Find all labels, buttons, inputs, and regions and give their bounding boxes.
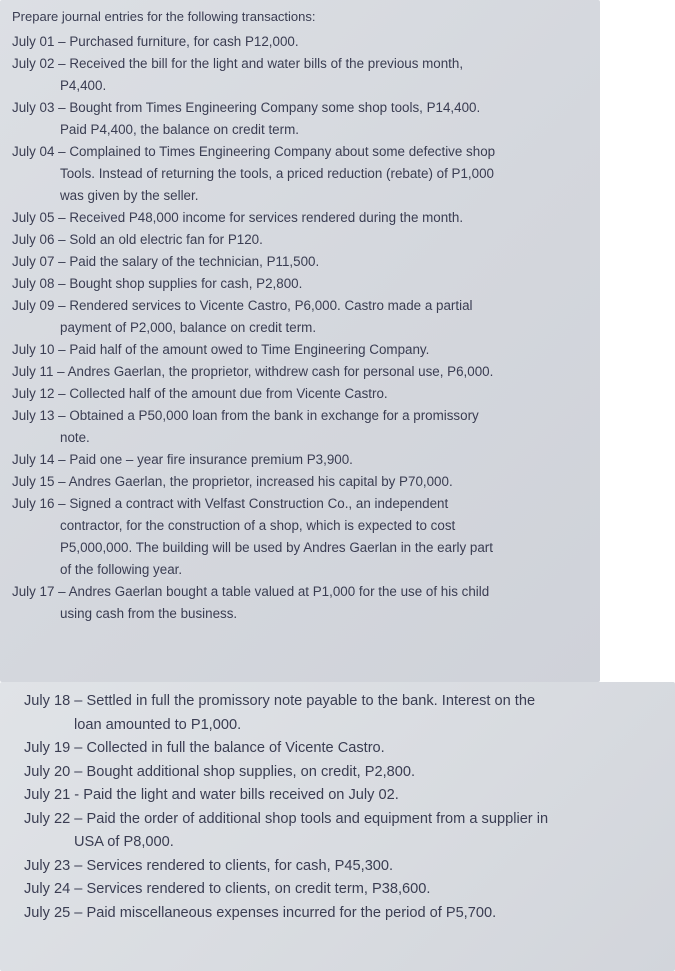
transaction-entry — [12, 97, 600, 141]
transaction-line: July 13 – Obtained a P50,000 loan from the bank in exchange for a promissory — [12, 408, 479, 423]
transaction-entry — [12, 449, 600, 471]
transaction-line: July 15 – Andres Gaerlan, the proprietor, increased his capital by P70,000. — [12, 474, 453, 489]
transaction-entry — [12, 361, 600, 383]
transaction-line: July 18 – Settled in full the promissory note payable to the bank. Interest on the — [24, 693, 536, 709]
transaction-continuation-line: USA of P8,000. — [74, 834, 174, 850]
transaction-continuation-line: loan amounted to P1,000. — [74, 716, 242, 733]
transaction-line: July 07 – Paid the salary of the technician, P11,500. — [12, 254, 320, 269]
transaction-continuation-line: Paid P4,400, the balance on credit term. — [60, 122, 299, 137]
transaction-entry — [24, 761, 675, 785]
transaction-entry — [24, 902, 675, 926]
transaction-entry — [12, 493, 600, 581]
transaction-entry — [12, 273, 600, 295]
transaction-entry — [24, 878, 675, 902]
transaction-line: July 11 – Andres Gaerlan, the proprietor, withdrew cash for personal use, P6,000. — [12, 364, 494, 379]
transaction-line: July 12 – Collected half of the amount due from Vicente Castro. — [12, 386, 388, 401]
transaction-line: July 08 – Bought shop supplies for cash, P2,800. — [12, 276, 303, 291]
transaction-line: July 01 – Purchased furniture, for cash P12,000. — [12, 34, 299, 49]
transaction-continuation-line: was given by the seller. — [60, 188, 199, 203]
transaction-continuation-line: P5,000,000. The building will be used by Andres Gaerlan in the early part — [60, 540, 493, 555]
transaction-continuation-line: payment of P2,000, balance on credit term. — [60, 320, 317, 335]
transaction-entry — [12, 405, 600, 449]
transaction-line: July 14 – Paid one – year fire insurance premium P3,900. — [12, 452, 353, 467]
transaction-entry — [12, 295, 600, 339]
transaction-list-bottom — [24, 690, 675, 925]
transaction-entry — [12, 53, 600, 97]
transaction-entry — [12, 581, 600, 625]
transaction-line: July 24 – Services rendered to clients, on credit term, P38,600. — [24, 881, 431, 897]
transaction-line: July 10 – Paid half of the amount owed to Time Engineering Company. — [12, 342, 430, 357]
transaction-line: July 17 – Andres Gaerlan bought a table valued at P1,000 for the use of his child — [12, 584, 490, 599]
transaction-continuation-line: contractor, for the construction of a shop, which is expected to cost — [60, 518, 456, 533]
transaction-line: July 02 – Received the bill for the light and water bills of the previous month, — [12, 56, 464, 71]
transaction-entry — [12, 141, 600, 207]
transaction-continuation-line: P4,400. — [60, 78, 107, 93]
transaction-continuation-line: Tools. Instead of returning the tools, a priced reduction (rebate) of P1,000 — [60, 166, 494, 181]
transaction-entry — [12, 251, 600, 273]
transaction-line: July 03 – Bought from Times Engineering Company some shop tools, P14,400. — [12, 100, 481, 115]
transaction-line: July 05 – Received P48,000 income for services rendered during the month. — [12, 210, 464, 225]
transaction-continuation-line: using cash from the business. — [60, 606, 238, 621]
transaction-line: July 16 – Signed a contract with Velfast Construction Co., an independent — [12, 496, 449, 511]
transaction-line: July 04 – Complained to Times Engineering Company about some defective shop — [12, 144, 496, 159]
transaction-entry — [24, 690, 675, 737]
transaction-line: July 20 – Bought additional shop supplies, on credit, P2,800. — [24, 763, 416, 780]
transaction-line: July 25 – Paid miscellaneous expenses incurred for the period of P5,700. — [24, 904, 497, 921]
transaction-entry — [12, 339, 600, 361]
transaction-list-top — [12, 31, 600, 625]
transaction-line: July 09 – Rendered services to Vicente Castro, P6,000. Castro made a partial — [12, 298, 473, 313]
transaction-continuation-line: of the following year. — [60, 562, 183, 577]
document-page-bottom — [0, 682, 675, 971]
transaction-line: July 19 – Collected in full the balance of Vicente Castro. — [24, 740, 385, 756]
transaction-entry — [24, 784, 675, 808]
transaction-continuation-line: note. — [60, 430, 90, 445]
transaction-entry — [24, 855, 675, 879]
transaction-line: July 22 – Paid the order of additional shop tools and equipment from a supplier in — [24, 810, 549, 827]
instructions-heading: Prepare journal entries for the following transactions: — [12, 9, 316, 24]
transaction-entry — [24, 737, 675, 761]
transaction-entry — [12, 207, 600, 229]
transaction-entry — [12, 31, 600, 53]
transaction-line: July 21 - Paid the light and water bills received on July 02. — [24, 787, 399, 803]
transaction-line: July 06 – Sold an old electric fan for P120. — [12, 232, 263, 247]
transaction-entry — [12, 229, 600, 251]
transaction-entry — [12, 383, 600, 405]
transaction-line: July 23 – Services rendered to clients, for cash, P45,300. — [24, 857, 394, 874]
transaction-entry — [12, 471, 600, 493]
transaction-entry — [24, 808, 675, 855]
